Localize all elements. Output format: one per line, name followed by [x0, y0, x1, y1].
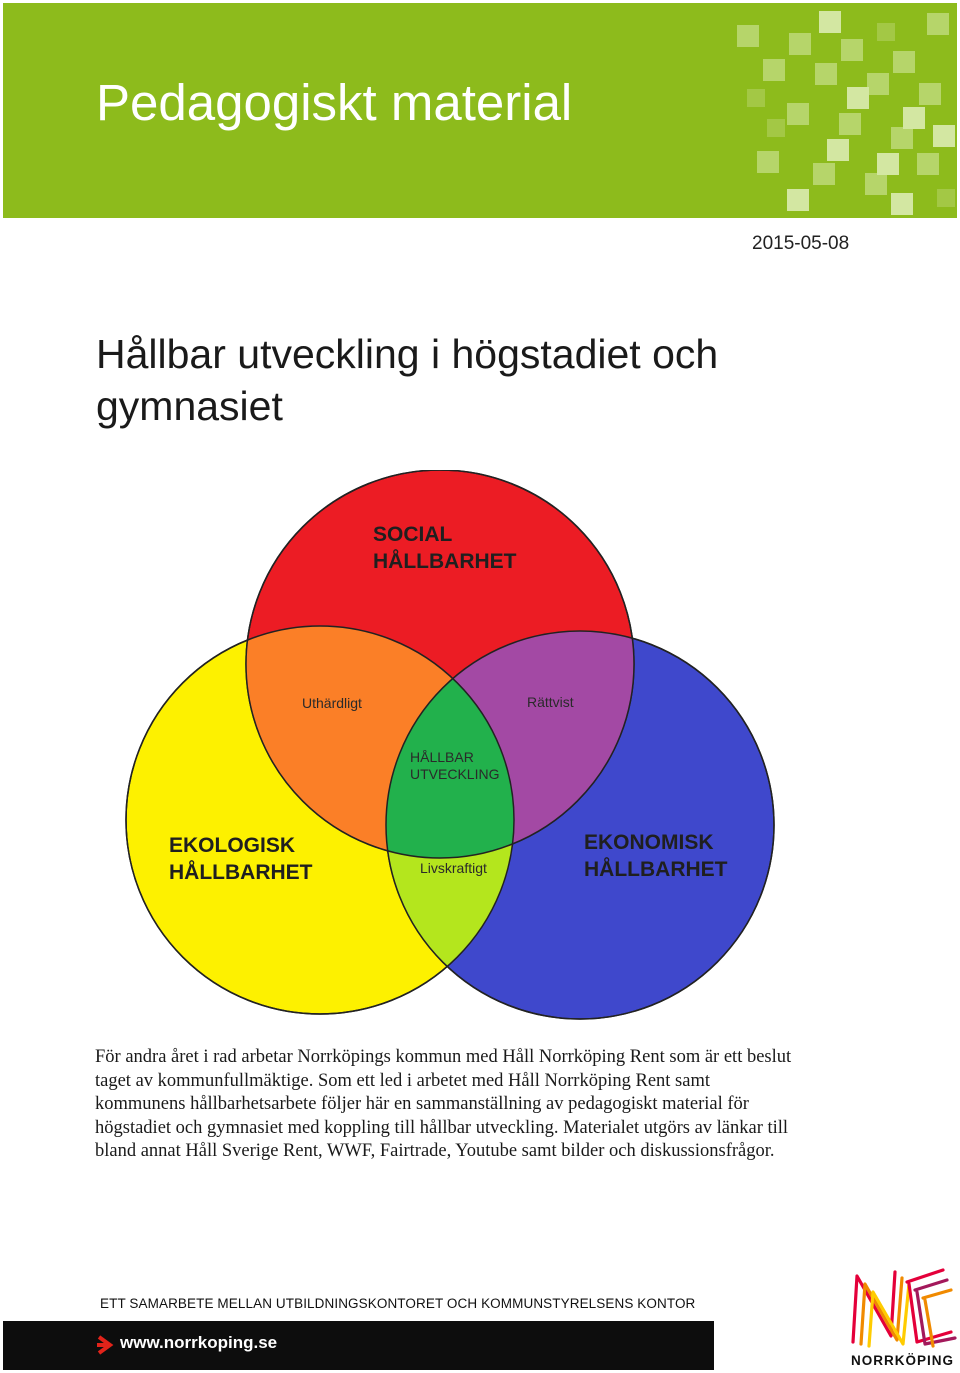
label-uthardligt: Uthärdligt — [302, 695, 362, 711]
document-date: 2015-05-08 — [752, 233, 850, 254]
document-title: Hållbar utveckling i högstadiet och gymnasiet — [96, 331, 719, 429]
label-social-line2: HÅLLBARHET — [373, 550, 517, 573]
header-title: Pedagogiskt material — [96, 74, 573, 131]
label-center-line2: UTVECKLING — [410, 766, 500, 782]
label-center-line1: HÅLLBAR — [410, 749, 474, 765]
website-link[interactable]: www.norrkoping.se — [120, 1333, 278, 1352]
footer-bar — [3, 1321, 714, 1370]
label-ekologisk-line1: EKOLOGISK — [169, 834, 296, 857]
collaboration-note: ETT SAMARBETE MELLAN UTBILDNINGSKONTORET OCH KOMMUNSTYRELSENS KONTOR — [100, 1296, 696, 1311]
arrow-right-icon — [95, 1334, 117, 1356]
label-ekonomisk-line1: EKONOMISK — [584, 831, 714, 854]
norrkoping-logo — [845, 1262, 960, 1370]
sustainability-venn-diagram — [100, 470, 800, 1020]
intro-paragraph: För andra året i rad arbetar Norrköpings kommun med Håll Norrköping Rent som är ett beslut taget av kommunfullmäktige. Som ett led i arbetet med Håll Norrköping Rent samt kommunens hållbarhetsarbete följer här en sammanställning av pedagogiskt material för högstadiet och gymnasiet med koppling till hållbar utveckling. Materialet utgörs av länkar till bland annat Håll Sverige Rent, WWF, Fairtrade, Youtube samt bilder och diskussionsfrågor. — [95, 1047, 792, 1161]
label-livskraftigt: Livskraftigt — [420, 860, 487, 876]
label-rattvist: Rättvist — [527, 694, 574, 710]
label-ekonomisk-line2: HÅLLBARHET — [584, 858, 728, 881]
logo-text: NORRKÖPING — [850, 1353, 954, 1368]
pixel-pattern-decoration — [727, 3, 957, 218]
label-social-line1: SOCIAL — [373, 523, 453, 546]
norrkoping-logo-mark — [847, 1262, 959, 1350]
label-ekologisk-line2: HÅLLBARHET — [169, 861, 313, 884]
header-banner — [3, 3, 957, 218]
